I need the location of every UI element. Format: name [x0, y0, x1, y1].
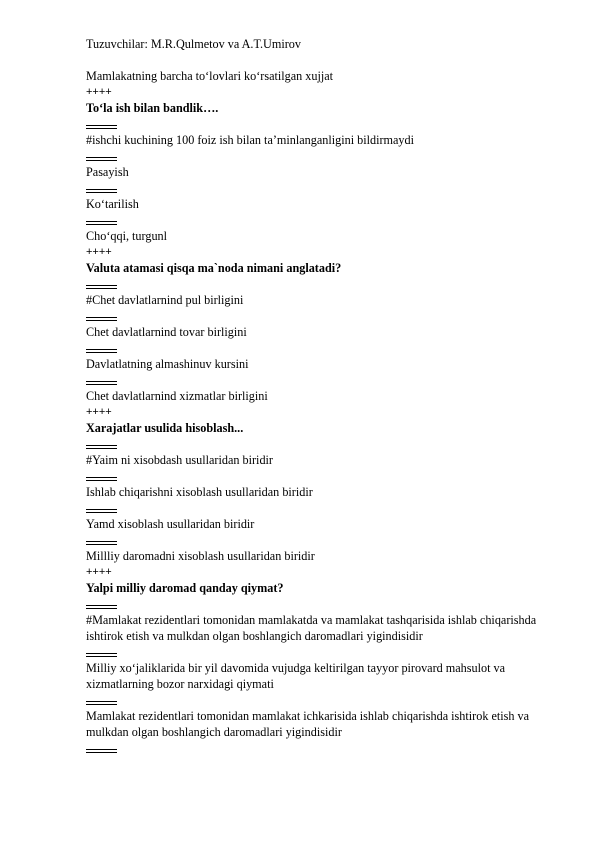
plus-marker: ++++ — [86, 566, 112, 578]
answer-option: Cho‘qqi, turgunl — [86, 229, 168, 243]
question-title: To‘la ish bilan bandlik…. — [86, 101, 219, 115]
answer-option: #Mamlakat rezidentlari tomonidan mamlakatda va mamlakat tashqarisida ishlab chiqarishda ishtirok etish va mulkdan olgan boshlangich daromadlari yigindisidir — [86, 613, 537, 643]
option-separator — [86, 468, 556, 484]
plus-marker: ++++ — [86, 86, 112, 98]
answer-option: Davlatlatning almashinuv kursini — [86, 357, 249, 371]
answer-option: #ishchi kuchining 100 foiz ish bilan ta’minlanganligini bildirmaydi — [86, 133, 414, 147]
authors-line: Tuzuvchilar: M.R.Qulmetov va A.T.Umirov — [86, 37, 301, 51]
answer-option: Milliy xo‘jaliklarida bir yil davomida vujudga keltirilgan tayyor pirovard mahsulot va xizmatlarning bozor narxidagi qiymati — [86, 661, 506, 691]
option-separator — [86, 532, 556, 548]
option-separator — [86, 692, 556, 708]
answer-option: Pasayish — [86, 165, 129, 179]
answer-option: Yamd xisoblash usullaridan biridir — [86, 517, 255, 531]
option-separator — [86, 436, 556, 452]
spacer — [86, 52, 556, 68]
option-separator — [86, 180, 556, 196]
answer-option: Mamlakat rezidentlari tomonidan mamlakat ichkarisida ishlab chiqarishda ishtirok etish va mulkdan olgan boshlangich daromadlari yigindisidir — [86, 709, 530, 739]
question-title: Yalpi milliy daromad qanday qiymat? — [86, 581, 284, 595]
plus-marker: ++++ — [86, 246, 112, 258]
option-separator — [86, 644, 556, 660]
answer-option: #Chet davlatlarnind pul birligini — [86, 293, 244, 307]
answer-option: Chet davlatlarnind tovar birligini — [86, 325, 247, 339]
option-separator — [86, 340, 556, 356]
question-title: Valuta atamasi qisqa ma`noda nimani anglatadi? — [86, 261, 342, 275]
question-title: Xarajatlar usulida hisoblash... — [86, 421, 244, 435]
answer-option: Ishlab chiqarishni xisoblash usullaridan biridir — [86, 485, 313, 499]
option-separator — [86, 596, 556, 612]
plus-marker: ++++ — [86, 406, 112, 418]
answer-option: #Yaim ni xisobdash usullaridan biridir — [86, 453, 273, 467]
option-separator — [86, 308, 556, 324]
option-separator — [86, 148, 556, 164]
option-separator — [86, 212, 556, 228]
answer-option: Millliy daromadni xisoblash usullaridan biridir — [86, 549, 315, 563]
answer-option: Chet davlatlarnind xizmatlar birligini — [86, 389, 268, 403]
document-page — [86, 36, 556, 756]
document-title: Mamlakatning barcha to‘lovlari ko‘rsatilgan xujjat — [86, 69, 334, 83]
answer-option: Ko‘tarilish — [86, 197, 139, 211]
option-separator — [86, 740, 556, 756]
option-separator — [86, 276, 556, 292]
option-separator — [86, 116, 556, 132]
option-separator — [86, 500, 556, 516]
option-separator — [86, 372, 556, 388]
